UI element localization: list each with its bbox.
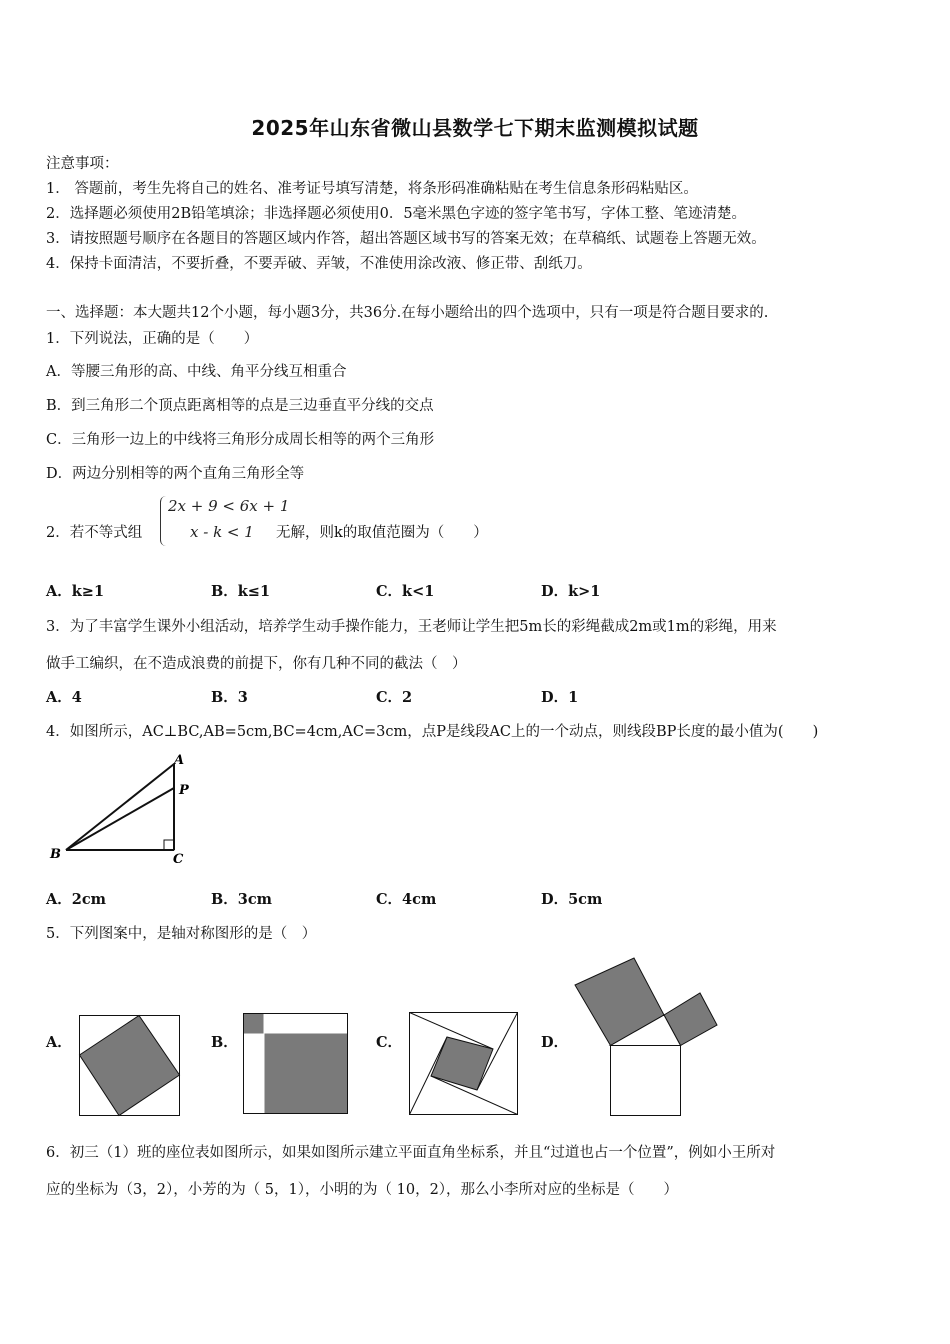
inequality-2: x - k < 1 [190, 523, 254, 541]
pattern-d-square [611, 1046, 681, 1116]
section-heading: 一、选择题：本大题共12个小题，每小题3分，共36分.在每小题给出的四个选项中，只有一项是符合题目要求的. [46, 305, 769, 321]
label-b: B [50, 847, 61, 862]
question-3-option-d: D．1 [541, 689, 579, 706]
question-1-option-a: A．等腰三角形的高、中线、角平分线互相重合 [46, 364, 347, 380]
question-4-option-c: C．4cm [376, 891, 437, 908]
pattern-a [79, 1015, 181, 1117]
pattern-b-large-square [265, 1034, 348, 1114]
triangle-figure [46, 750, 206, 870]
question-4-option-a: A．2cm [46, 891, 107, 908]
right-angle-mark [164, 840, 174, 850]
pattern-d [572, 955, 722, 1119]
question-2-option-c: C．k<1 [376, 583, 435, 600]
question-1-option-c: C．三角形一边上的中线将三角形分成周长相等的两个三角形 [46, 432, 435, 448]
question-3-option-a: A．4 [46, 689, 82, 706]
question-6-line-2: 应的坐标为（3，2），小芳的为（ 5，1），小明的为（ 10，2），那么小李所对应的坐标是（ ） [46, 1182, 679, 1198]
inequality-system [160, 496, 290, 548]
question-5-option-c: C． [376, 1034, 403, 1051]
notice-heading: 注意事项： [46, 156, 119, 172]
notice-item: 4．保持卡面清洁，不要折叠，不要弄破、弄皱，不准使用涂改液、修正带、刮纸刀。 [46, 256, 592, 272]
label-p: P [179, 783, 189, 798]
question-5-option-d: D． [541, 1034, 569, 1051]
question-4-option-b: B．3cm [211, 891, 273, 908]
question-1-stem: 1．下列说法，正确的是（ ） [46, 331, 259, 347]
question-2-option-a: A．k≥1 [46, 583, 105, 600]
question-1-option-d: D．两边分别相等的两个直角三角形全等 [46, 466, 305, 482]
question-1-option-b: B．到三角形二个顶点距离相等的点是三边垂直平分线的交点 [46, 398, 434, 414]
label-a: A [174, 753, 185, 768]
question-2-option-b: B．k≤1 [211, 583, 271, 600]
segment-ab [66, 764, 174, 850]
notice-item: 2．选择题必须使用2B铅笔填涂；非选择题必须使用0．5毫米黑色字迹的签字笔书写，字体工整、笔迹清楚。 [46, 206, 747, 222]
pattern-c [409, 1012, 519, 1116]
question-2-prefix: 2．若不等式组 [46, 525, 143, 541]
notice-item: 1． 答题前，考生先将自己的姓名、准考证号填写清楚，将条形码准确粘贴在考生信息条形码粘贴区。 [46, 181, 698, 197]
pattern-b-small-square [244, 1014, 264, 1034]
question-5-option-b: B． [211, 1034, 238, 1051]
question-3-line-1: 3．为了丰富学生课外小组活动，培养学生动手操作能力，王老师让学生把5m长的彩绳截成2m或1m的彩绳，用来 [46, 619, 777, 635]
page-title: 2025年山东省微山县数学七下期末监测模拟试题 [251, 116, 699, 140]
label-c: C [173, 852, 184, 867]
inequality-1: 2x + 9 < 6x + 1 [168, 497, 290, 515]
question-3-line-2: 做手工编织，在不造成浪费的前提下，你有几种不同的截法（ ） [46, 656, 467, 672]
question-6-line-1: 6．初三（1）班的座位表如图所示，如果如图所示建立平面直角坐标系，并且“过道也占一个位置”，例如小王所对 [46, 1145, 776, 1161]
question-4-option-d: D．5cm [541, 891, 603, 908]
question-2-suffix: 无解，则k的取值范圈为（ ） [276, 525, 488, 541]
question-5-option-a: A． [46, 1034, 72, 1051]
notice-item: 3．请按照题号顺序在各题目的答题区域内作答，超出答题区域书写的答案无效；在草稿纸、试题卷上答题无效。 [46, 231, 766, 247]
question-4-stem: 4．如图所示，AC⊥BC,AB=5cm,BC=4cm,AC=3cm，点P是线段AC上的一个动点，则线段BP长度的最小值为( ) [46, 724, 819, 740]
segment-bp [66, 788, 174, 850]
question-3-option-b: B．3 [211, 689, 248, 706]
question-2-option-d: D．k>1 [541, 583, 601, 600]
question-5-stem: 5．下列图案中，是轴对称图形的是（ ） [46, 926, 317, 942]
question-3-option-c: C．2 [376, 689, 413, 706]
pattern-b [243, 1013, 349, 1115]
